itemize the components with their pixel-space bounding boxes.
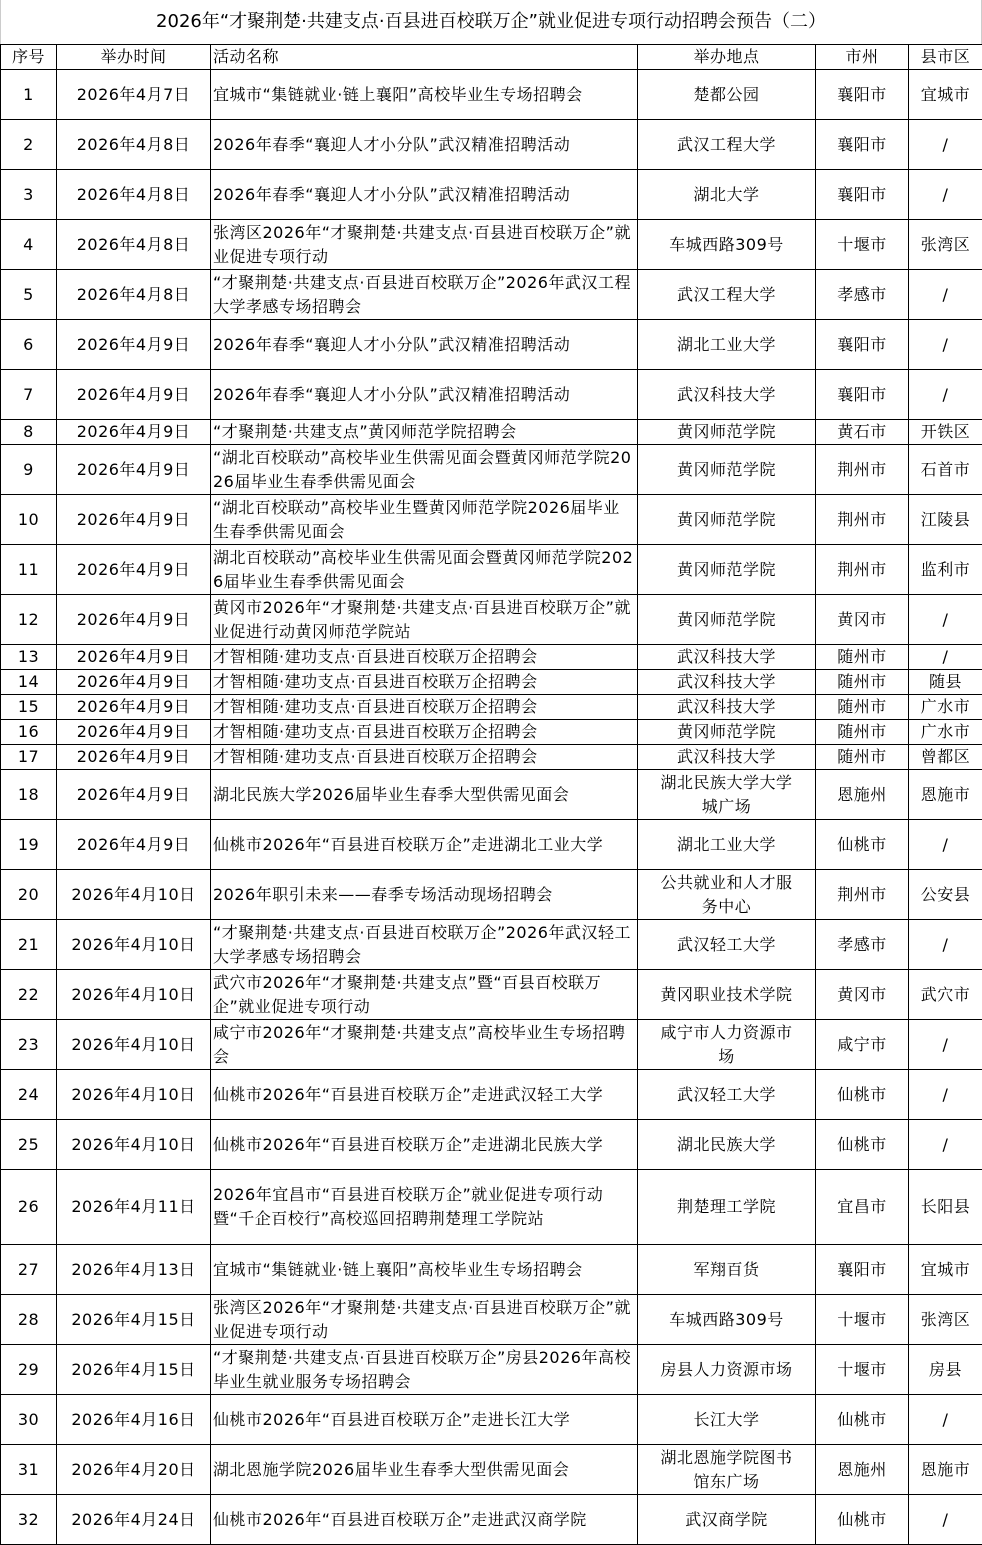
- table-row: [1, 495, 982, 545]
- cell-activity: 咸宁市2026年“才聚荆楚·共建支点”高校毕业生专场招聘会: [211, 1020, 638, 1070]
- cell-index: 8: [1, 420, 57, 445]
- cell-index: 10: [1, 495, 57, 545]
- cell-venue: [638, 820, 816, 870]
- cell-activity: 才智相随·建功支点·百县进百校联万企招聘会: [211, 720, 638, 745]
- cell-date: 2026年4月10日: [57, 970, 211, 1020]
- table-row: [1, 1120, 982, 1170]
- table-row: [1, 220, 982, 270]
- cell-date: 2026年4月9日: [57, 370, 211, 420]
- cell-venue: [638, 695, 816, 720]
- cell-city: 仙桃市: [816, 820, 909, 870]
- cell-date: 2026年4月8日: [57, 270, 211, 320]
- table-row: [1, 870, 982, 920]
- cell-activity: 仙桃市2026年“百县进百校联万企”走进武汉轻工大学: [211, 1070, 638, 1120]
- venue-text: 武汉科技大学: [676, 672, 776, 691]
- table-row: [1, 970, 982, 1020]
- table-row: [1, 320, 982, 370]
- venue-text: 湖北民族大学大学城广场: [660, 772, 793, 816]
- table-row: [1, 1495, 982, 1545]
- cell-activity: 湖北恩施学院2026届毕业生春季大型供需见面会: [211, 1445, 638, 1495]
- cell-index: 22: [1, 970, 57, 1020]
- cell-date: 2026年4月9日: [57, 695, 211, 720]
- venue-text: 武汉轻工大学: [676, 1084, 776, 1104]
- cell-activity: 张湾区2026年“才聚荆楚·共建支点·百县进百校联万企”就业促进专项行动: [211, 220, 638, 270]
- table-row: [1, 1445, 982, 1495]
- cell-index: 23: [1, 1020, 57, 1070]
- cell-activity: 2026年春季“襄迎人才小分队”武汉精准招聘活动: [211, 170, 638, 220]
- cell-city: 随州市: [816, 645, 909, 670]
- venue-text: 咸宁市人力资源市场: [660, 1022, 793, 1066]
- cell-index: 13: [1, 645, 57, 670]
- table-row: [1, 1295, 982, 1345]
- cell-district: 开铁区: [909, 420, 982, 445]
- cell-index: 6: [1, 320, 57, 370]
- cell-district: /: [909, 1495, 982, 1545]
- venue-text: 黄冈师范学院: [676, 609, 776, 629]
- cell-city: 十堰市: [816, 1345, 909, 1395]
- cell-date: 2026年4月10日: [57, 1070, 211, 1120]
- cell-district: /: [909, 170, 982, 220]
- cell-district: /: [909, 1395, 982, 1445]
- table-row: [1, 920, 982, 970]
- venue-text: 黄冈师范学院: [676, 559, 776, 579]
- cell-date: 2026年4月8日: [57, 120, 211, 170]
- cell-venue: [638, 420, 816, 445]
- header-city: 市州: [816, 45, 909, 70]
- cell-district: 宜城市: [909, 1245, 982, 1295]
- cell-city: 仙桃市: [816, 1120, 909, 1170]
- cell-date: 2026年4月9日: [57, 720, 211, 745]
- venue-text: 黄冈职业技术学院: [660, 984, 793, 1004]
- cell-district: /: [909, 1020, 982, 1070]
- cell-city: 襄阳市: [816, 370, 909, 420]
- cell-activity: “才聚荆楚·共建支点”黄冈师范学院招聘会: [211, 420, 638, 445]
- cell-district: 武穴市: [909, 970, 982, 1020]
- cell-district: /: [909, 1070, 982, 1120]
- cell-activity: 仙桃市2026年“百县进百校联万企”走进湖北工业大学: [211, 820, 638, 870]
- cell-venue: [638, 220, 816, 270]
- table-row: [1, 370, 982, 420]
- cell-activity: 湖北百校联动”高校毕业生供需见面会暨黄冈师范学院2026届毕业生春季供需见面会: [211, 545, 638, 595]
- cell-venue: [638, 745, 816, 770]
- cell-city: 随州市: [816, 720, 909, 745]
- cell-activity: 才智相随·建功支点·百县进百校联万企招聘会: [211, 695, 638, 720]
- cell-district: /: [909, 320, 982, 370]
- cell-index: 17: [1, 745, 57, 770]
- cell-date: 2026年4月13日: [57, 1245, 211, 1295]
- cell-venue: [638, 645, 816, 670]
- venue-text: 湖北工业大学: [676, 834, 776, 854]
- cell-activity: 2026年职引未来——春季专场活动现场招聘会: [211, 870, 638, 920]
- table-row: [1, 820, 982, 870]
- table-row: [1, 770, 982, 820]
- table-row: [1, 1070, 982, 1120]
- cell-venue: [638, 1245, 816, 1295]
- cell-activity: “才聚荆楚·共建支点·百县进百校联万企”2026年武汉工程大学孝感专场招聘会: [211, 270, 638, 320]
- cell-city: 十堰市: [816, 220, 909, 270]
- cell-venue: [638, 70, 816, 120]
- cell-district: 宜城市: [909, 70, 982, 120]
- cell-activity: 才智相随·建功支点·百县进百校联万企招聘会: [211, 670, 638, 695]
- venue-text: 荆楚理工学院: [676, 1197, 776, 1216]
- cell-venue: [638, 770, 816, 820]
- cell-city: 荆州市: [816, 545, 909, 595]
- header-index: 序号: [1, 45, 57, 70]
- venue-text: 黄冈师范学院: [676, 422, 776, 441]
- cell-index: 7: [1, 370, 57, 420]
- venue-text: 公共就业和人才服务中心: [660, 872, 793, 916]
- header-activity: 活动名称: [211, 45, 638, 70]
- venue-text: 武汉科技大学: [676, 384, 776, 404]
- cell-city: 襄阳市: [816, 70, 909, 120]
- cell-venue: [638, 920, 816, 970]
- cell-venue: [638, 1070, 816, 1120]
- cell-activity: “才聚荆楚·共建支点·百县进百校联万企”房县2026年高校毕业生就业服务专场招聘会: [211, 1345, 638, 1395]
- cell-index: 2: [1, 120, 57, 170]
- venue-text: 武汉科技大学: [676, 697, 776, 716]
- cell-index: 11: [1, 545, 57, 595]
- venue-text: 军翔百货: [693, 1259, 760, 1279]
- cell-district: 长阳县: [909, 1170, 982, 1245]
- venue-text: 武汉科技大学: [676, 647, 776, 666]
- cell-date: 2026年4月10日: [57, 1120, 211, 1170]
- cell-date: 2026年4月9日: [57, 495, 211, 545]
- cell-district: 恩施市: [909, 770, 982, 820]
- venue-text: 湖北恩施学院图书馆东广场: [660, 1447, 793, 1491]
- header-district: 县市区: [909, 45, 982, 70]
- table-row: [1, 720, 982, 745]
- cell-activity: 2026年宜昌市“百县进百校联万企”就业促进专项行动暨“千企百校行”高校巡回招聘荆楚理工学院站: [211, 1170, 638, 1245]
- cell-activity: “才聚荆楚·共建支点·百县进百校联万企”2026年武汉轻工大学孝感专场招聘会: [211, 920, 638, 970]
- cell-district: /: [909, 1120, 982, 1170]
- cell-date: 2026年4月8日: [57, 220, 211, 270]
- cell-activity: “湖北百校联动”高校毕业生供需见面会暨黄冈师范学院2026届毕业生春季供需见面会: [211, 445, 638, 495]
- header-date: 举办时间: [57, 45, 211, 70]
- cell-activity: 张湾区2026年“才聚荆楚·共建支点·百县进百校联万企”就业促进专项行动: [211, 1295, 638, 1345]
- cell-venue: [638, 1345, 816, 1395]
- cell-venue: [638, 970, 816, 1020]
- cell-index: 9: [1, 445, 57, 495]
- venue-text: 长江大学: [693, 1409, 760, 1429]
- header-venue: 举办地点: [638, 45, 816, 70]
- cell-activity: 湖北民族大学2026届毕业生春季大型供需见面会: [211, 770, 638, 820]
- cell-index: 5: [1, 270, 57, 320]
- cell-city: 黄冈市: [816, 595, 909, 645]
- cell-city: 襄阳市: [816, 170, 909, 220]
- cell-index: 15: [1, 695, 57, 720]
- cell-city: 荆州市: [816, 495, 909, 545]
- cell-index: 24: [1, 1070, 57, 1120]
- cell-district: /: [909, 595, 982, 645]
- cell-city: 孝感市: [816, 920, 909, 970]
- cell-venue: [638, 320, 816, 370]
- cell-city: 随州市: [816, 745, 909, 770]
- cell-district: 张湾区: [909, 220, 982, 270]
- cell-date: 2026年4月9日: [57, 670, 211, 695]
- cell-index: 21: [1, 920, 57, 970]
- cell-venue: [638, 495, 816, 545]
- cell-date: 2026年4月10日: [57, 870, 211, 920]
- cell-index: 27: [1, 1245, 57, 1295]
- cell-activity: 仙桃市2026年“百县进百校联万企”走进长江大学: [211, 1395, 638, 1445]
- cell-date: 2026年4月9日: [57, 545, 211, 595]
- table-row: [1, 1345, 982, 1395]
- cell-city: 孝感市: [816, 270, 909, 320]
- cell-venue: [638, 370, 816, 420]
- cell-district: /: [909, 645, 982, 670]
- cell-activity: 才智相随·建功支点·百县进百校联万企招聘会: [211, 745, 638, 770]
- cell-city: 荆州市: [816, 870, 909, 920]
- cell-venue: [638, 1395, 816, 1445]
- venue-text: 湖北大学: [693, 184, 760, 204]
- venue-text: 黄冈师范学院: [676, 459, 776, 479]
- cell-district: 石首市: [909, 445, 982, 495]
- cell-activity: “湖北百校联动”高校毕业生暨黄冈师范学院2026届毕业生春季供需见面会: [211, 495, 638, 545]
- cell-index: 31: [1, 1445, 57, 1495]
- cell-district: /: [909, 820, 982, 870]
- cell-district: /: [909, 120, 982, 170]
- cell-city: 仙桃市: [816, 1495, 909, 1545]
- cell-venue: [638, 670, 816, 695]
- table-row: [1, 170, 982, 220]
- cell-city: 恩施州: [816, 770, 909, 820]
- cell-city: 襄阳市: [816, 120, 909, 170]
- cell-index: 14: [1, 670, 57, 695]
- cell-district: 广水市: [909, 720, 982, 745]
- cell-date: 2026年4月9日: [57, 770, 211, 820]
- table-row: [1, 270, 982, 320]
- cell-city: 荆州市: [816, 445, 909, 495]
- cell-district: 广水市: [909, 695, 982, 720]
- cell-index: 1: [1, 70, 57, 120]
- cell-city: 随州市: [816, 670, 909, 695]
- cell-venue: [638, 720, 816, 745]
- cell-venue: [638, 270, 816, 320]
- cell-index: 16: [1, 720, 57, 745]
- venue-text: 湖北民族大学: [676, 1134, 776, 1154]
- cell-index: 25: [1, 1120, 57, 1170]
- cell-city: 襄阳市: [816, 1245, 909, 1295]
- cell-index: 26: [1, 1170, 57, 1245]
- cell-venue: [638, 870, 816, 920]
- cell-district: /: [909, 270, 982, 320]
- venue-text: 武汉工程大学: [676, 284, 776, 304]
- cell-date: 2026年4月10日: [57, 1020, 211, 1070]
- cell-index: 4: [1, 220, 57, 270]
- cell-city: 咸宁市: [816, 1020, 909, 1070]
- venue-text: 黄冈师范学院: [676, 722, 776, 741]
- cell-district: 张湾区: [909, 1295, 982, 1345]
- cell-activity: 仙桃市2026年“百县进百校联万企”走进武汉商学院: [211, 1495, 638, 1545]
- cell-index: 12: [1, 595, 57, 645]
- table-row: [1, 1245, 982, 1295]
- cell-date: 2026年4月20日: [57, 1445, 211, 1495]
- table-row: [1, 670, 982, 695]
- table-row: [1, 1395, 982, 1445]
- cell-district: 江陵县: [909, 495, 982, 545]
- table-row: [1, 420, 982, 445]
- table-row: [1, 545, 982, 595]
- table-row: [1, 1020, 982, 1070]
- cell-venue: [638, 120, 816, 170]
- cell-index: 18: [1, 770, 57, 820]
- cell-district: /: [909, 370, 982, 420]
- cell-date: 2026年4月9日: [57, 745, 211, 770]
- recruitment-schedule-table: [0, 44, 982, 1545]
- cell-district: 监利市: [909, 545, 982, 595]
- cell-date: 2026年4月11日: [57, 1170, 211, 1245]
- cell-venue: [638, 1120, 816, 1170]
- cell-district: 曾都区: [909, 745, 982, 770]
- cell-index: 3: [1, 170, 57, 220]
- cell-city: 恩施州: [816, 1445, 909, 1495]
- table-row: [1, 745, 982, 770]
- cell-index: 30: [1, 1395, 57, 1445]
- cell-date: 2026年4月15日: [57, 1345, 211, 1395]
- document-title: 2026年“才聚荆楚·共建支点·百县进百校联万企”就业促进专项行动招聘会预告（二）: [0, 0, 982, 44]
- cell-index: 28: [1, 1295, 57, 1345]
- cell-date: 2026年4月7日: [57, 70, 211, 120]
- cell-activity: 2026年春季“襄迎人才小分队”武汉精准招聘活动: [211, 120, 638, 170]
- cell-city: 黄石市: [816, 420, 909, 445]
- cell-activity: 2026年春季“襄迎人才小分队”武汉精准招聘活动: [211, 320, 638, 370]
- cell-district: /: [909, 920, 982, 970]
- cell-activity: 仙桃市2026年“百县进百校联万企”走进湖北民族大学: [211, 1120, 638, 1170]
- table-row: [1, 1170, 982, 1245]
- table-row: [1, 70, 982, 120]
- venue-text: 武汉商学院: [685, 1509, 768, 1529]
- cell-venue: [638, 445, 816, 495]
- cell-index: 19: [1, 820, 57, 870]
- cell-index: 20: [1, 870, 57, 920]
- table-header-row: [1, 45, 982, 70]
- cell-date: 2026年4月15日: [57, 1295, 211, 1345]
- venue-text: 车城西路309号: [669, 1309, 784, 1329]
- venue-text: 楚都公园: [693, 84, 760, 104]
- cell-venue: [638, 1170, 816, 1245]
- cell-index: 29: [1, 1345, 57, 1395]
- cell-venue: [638, 1495, 816, 1545]
- cell-district: 房县: [909, 1345, 982, 1395]
- table-row: [1, 120, 982, 170]
- cell-date: 2026年4月10日: [57, 920, 211, 970]
- cell-city: 襄阳市: [816, 320, 909, 370]
- cell-activity: 宜城市“集链就业·链上襄阳”高校毕业生专场招聘会: [211, 70, 638, 120]
- cell-venue: [638, 1020, 816, 1070]
- cell-city: 随州市: [816, 695, 909, 720]
- venue-text: 武汉工程大学: [676, 134, 776, 154]
- cell-district: 随县: [909, 670, 982, 695]
- cell-activity: 2026年春季“襄迎人才小分队”武汉精准招聘活动: [211, 370, 638, 420]
- cell-city: 仙桃市: [816, 1395, 909, 1445]
- cell-date: 2026年4月9日: [57, 420, 211, 445]
- cell-district: 恩施市: [909, 1445, 982, 1495]
- cell-city: 十堰市: [816, 1295, 909, 1345]
- cell-venue: [638, 1445, 816, 1495]
- cell-venue: [638, 170, 816, 220]
- cell-date: 2026年4月24日: [57, 1495, 211, 1545]
- venue-text: 车城西路309号: [669, 234, 784, 254]
- venue-text: 湖北工业大学: [676, 334, 776, 354]
- table-row: [1, 695, 982, 720]
- cell-city: 宜昌市: [816, 1170, 909, 1245]
- cell-venue: [638, 545, 816, 595]
- cell-activity: 武穴市2026年“才聚荆楚·共建支点”暨“百县百校联万企”就业促进专项行动: [211, 970, 638, 1020]
- table-row: [1, 445, 982, 495]
- cell-district: 公安县: [909, 870, 982, 920]
- cell-city: 仙桃市: [816, 1070, 909, 1120]
- cell-date: 2026年4月9日: [57, 445, 211, 495]
- cell-activity: 才智相随·建功支点·百县进百校联万企招聘会: [211, 645, 638, 670]
- cell-venue: [638, 595, 816, 645]
- cell-venue: [638, 1295, 816, 1345]
- cell-activity: 宜城市“集链就业·链上襄阳”高校毕业生专场招聘会: [211, 1245, 638, 1295]
- cell-date: 2026年4月16日: [57, 1395, 211, 1445]
- cell-activity: 黄冈市2026年“才聚荆楚·共建支点·百县进百校联万企”就业促进行动黄冈师范学院站: [211, 595, 638, 645]
- cell-date: 2026年4月8日: [57, 170, 211, 220]
- venue-text: 武汉科技大学: [676, 747, 776, 766]
- cell-city: 黄冈市: [816, 970, 909, 1020]
- cell-index: 32: [1, 1495, 57, 1545]
- cell-date: 2026年4月9日: [57, 820, 211, 870]
- table-row: [1, 595, 982, 645]
- cell-date: 2026年4月9日: [57, 645, 211, 670]
- venue-text: 房县人力资源市场: [660, 1359, 793, 1379]
- cell-date: 2026年4月9日: [57, 320, 211, 370]
- cell-date: 2026年4月9日: [57, 595, 211, 645]
- venue-text: 武汉轻工大学: [676, 934, 776, 954]
- venue-text: 黄冈师范学院: [676, 509, 776, 529]
- table-row: [1, 645, 982, 670]
